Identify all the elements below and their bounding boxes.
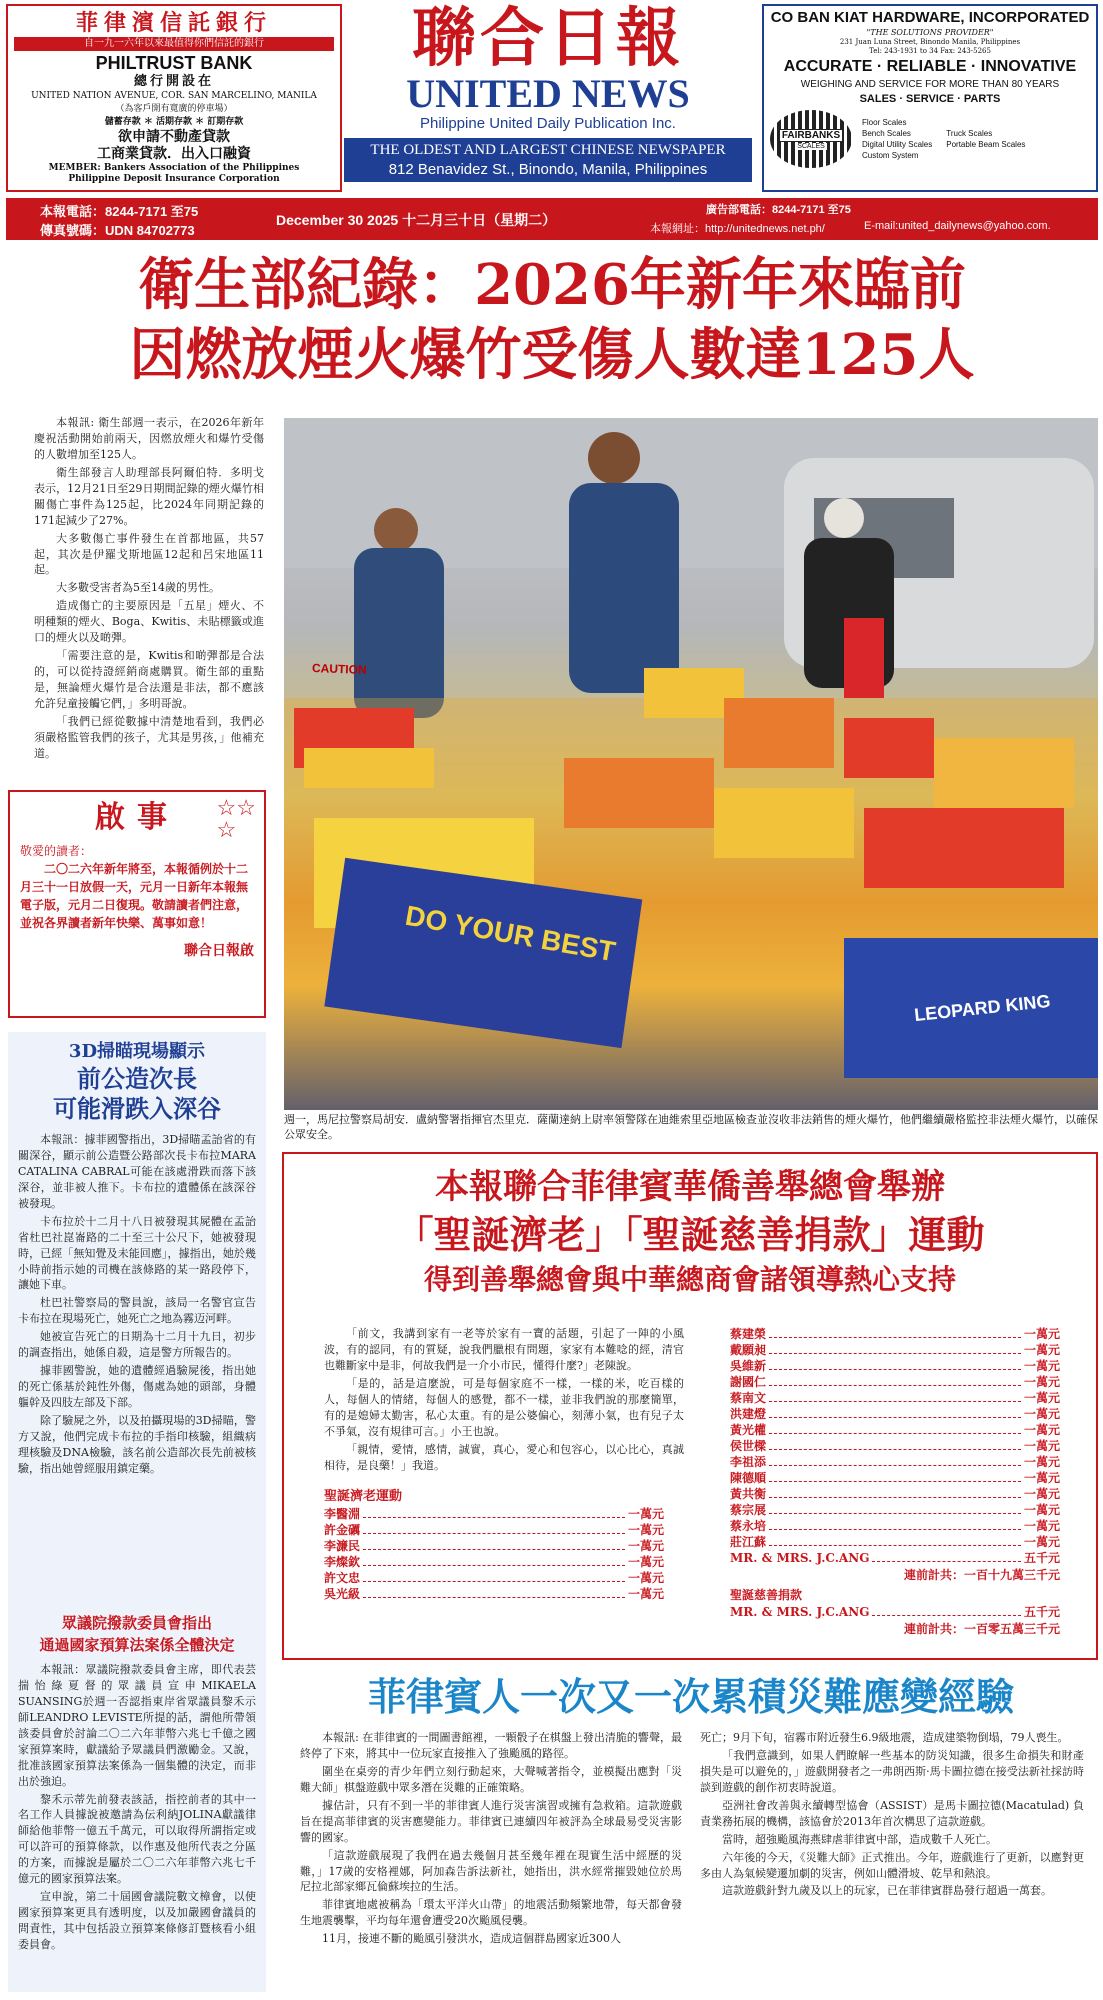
bottom-paragraph: 這款遊戲針對九歲及以上的玩家，已在菲律賓群島發行超過一萬套。: [722, 1884, 1052, 1898]
donor-name: 侯世樑: [730, 1439, 767, 1453]
side2-title-1: 眾議院撥款委員會指出: [61, 1614, 212, 1632]
donor-row: [730, 1438, 1060, 1454]
bank-services: 儲蓄存款 ＊ 活期存款 ＊ 訂期存款: [104, 117, 244, 127]
bank-member-2: Philippine Deposit Insurance Corporation: [68, 174, 280, 184]
donor-name: 李祖添: [730, 1455, 767, 1469]
hardware-tel: Tel: 243-1931 to 34 Fax: 243-5265: [869, 47, 991, 55]
donor-amount: 一萬元: [1023, 1471, 1060, 1485]
hardware-items-left: [862, 117, 932, 161]
bottom-paragraph: 圍坐在桌旁的青少年們立刻行動起來，大聲喊著指令，並模擬出應對「災難大師」棋盤遊戲中眾多潛在災難的正確策略。: [300, 1764, 682, 1794]
donor-name: 吳光級: [324, 1587, 361, 1601]
side-title-1: 前公造次長: [77, 1064, 197, 1093]
photo-box-text-1: CAUTION: [311, 661, 367, 677]
bank-loans-1: 欲申請不動產貸款: [118, 129, 230, 145]
bottom-paragraph: 當時，超強颱風海燕肆虐菲律賓中部，造成數千人死亡。: [722, 1832, 997, 1846]
info-bar: [6, 198, 1098, 240]
bank-member: MEMBER: Bankers Association of the Philippines: [48, 163, 300, 173]
donor-name: MR. & MRS. J.C.ANG: [730, 1605, 870, 1619]
donor-name: 許金礪: [324, 1523, 361, 1537]
headline-line-1: 衛生部紀錄：2026年新年來臨前: [138, 252, 966, 318]
donor-row: [730, 1390, 1060, 1406]
paper-logo: [344, 1, 752, 192]
donor-row: [730, 1406, 1060, 1422]
side-paragraph: 杜巴社警察局的警員說，該局一名警官宣告卡布拉在現場死亡，她死亡之地為霧迈河畔。: [18, 1296, 256, 1326]
side2-paragraph: 本報訊：眾議院撥款委員會主席，即代表芸揣怡綠夏督的眾議員宣申MIKAELA SUANSING於週一否認指東岸省眾議員黎禾示師LEANDRO LEVISTE所提的話，謂他所帶領該委員會於討論二〇二六年菲幣六兆七千億之國家預算案時，獻議給予眾議員們激勵金。又說，批准該國家預算法案係為一個集體的決定，而非出於強迫。: [18, 1663, 256, 1788]
donor-amount: 一萬元: [627, 1507, 664, 1521]
bank-address: UNITED NATION AVENUE, COR. SAN MARCELINO, MANILA: [31, 91, 317, 101]
fairbanks-logo: [770, 110, 852, 168]
hardware-item: Bench Scales: [862, 129, 911, 138]
donor-name: 蔡南文: [730, 1391, 767, 1405]
hardware-address: 231 Juan Luna Street, Binondo Manila, Philippines: [839, 38, 1021, 46]
hardware-name: CO BAN KIAT HARDWARE, INCORPORATED: [770, 9, 1090, 26]
charity-story: [324, 1326, 684, 1486]
hardware-item: Portable Beam Scales: [946, 140, 1026, 149]
donor-amount: 一萬元: [1023, 1359, 1060, 1373]
bank-name-en: PHILTRUST BANK: [95, 53, 253, 73]
donor-amount: 一萬元: [627, 1555, 664, 1569]
donor-name: 吳維新: [730, 1359, 767, 1373]
donor-name: 莊江蘇: [730, 1535, 767, 1549]
donor-amount: 一萬元: [1023, 1407, 1060, 1421]
donor-row: [324, 1586, 664, 1602]
donor-row: [730, 1486, 1060, 1502]
side2-title-2: 通過國家預算法案係全體決定: [39, 1636, 235, 1654]
charity-box: [282, 1152, 1098, 1660]
donor-row: [730, 1454, 1060, 1470]
donor-row: [324, 1522, 664, 1538]
donor-amount: 一萬元: [1023, 1535, 1060, 1549]
hardware-item: Truck Scales: [946, 129, 993, 138]
donor-name: 蔡宗展: [730, 1503, 767, 1517]
donor-amount: 一萬元: [1023, 1503, 1060, 1517]
donor-name: 蔡永培: [730, 1519, 767, 1533]
hardware-bottom: [770, 110, 1090, 168]
charity-paragraph: 「前文，我講到家有一老等於家有一寶的話題，引起了一陣的小風波，有的認同，有的質疑，說我們臘根有問題，家家有本難唸的經，清官也難斷家中是非，何故我們是一介小市民，懂得什麼?」老陳說。: [324, 1327, 684, 1372]
bottom-paragraph: 死亡；9月下旬，宿霧市附近發生6.9級地震，造成建築物倒塌，79人喪生。: [700, 1731, 1069, 1744]
paper-sub: Philippine United Daily Publication Inc.: [420, 115, 676, 132]
bottom-paragraph: 11月，接連不斷的颱風引發洪水，造成這個群島國家近300人: [322, 1932, 621, 1946]
paper-slogan-bar: [344, 138, 752, 182]
donor-row: [730, 1604, 1060, 1620]
info-phone: 本報電話：8244-7171 至75: [40, 204, 199, 219]
paper-name-cn: 聯合日報: [412, 1, 684, 76]
bank-branch: 總行開設在: [133, 74, 214, 89]
info-website[interactable]: 本報網址：http://unitednews.net.ph/: [650, 223, 825, 235]
donor-amount: 一萬元: [1023, 1519, 1060, 1533]
charity-title-3: 得到善舉總會與中華總商會諸領導熱心支持: [423, 1263, 956, 1296]
donor-amount: 一萬元: [1023, 1423, 1060, 1437]
donor-amount: 一萬元: [1023, 1455, 1060, 1469]
paper-address: 812 Benavidez St., Binondo, Manila, Philippines: [388, 161, 708, 178]
bottom-paragraph: 本報訊: 在菲律賓的一間圖書館裡，一顆骰子在棋盤上發出清脆的響聲，最終停了下來，將其中一位玩家直接推入了強颱風的路徑。: [300, 1731, 682, 1760]
donor-amount: 五千元: [1023, 1551, 1060, 1565]
donor-row: [730, 1534, 1060, 1550]
info-fax: 傳真號碼：UDN 84702773: [40, 223, 195, 238]
charity-list-1-title: 聖誕濟老運動: [324, 1489, 403, 1504]
side2-body: [18, 1662, 256, 2000]
donor-row: [730, 1374, 1060, 1390]
notice-box: [8, 790, 266, 1018]
bottom-article-col-1: [300, 1730, 682, 1992]
donor-row: [730, 1422, 1060, 1438]
lead-paragraph: 「需要注意的是，Kwitis和啲彈都是合法的，可以從持證經銷商處購買。衛生部的重點是，無論煙火爆竹是合法還是非法，都不應該允許兒童接觸它們，」多明哥說。: [34, 649, 264, 710]
side-article: [8, 1032, 266, 1992]
side2-paragraph: 黎禾示蒂先前發表該話，指控前者的其中一名工作人員據說被邀請為伝利納JOLINA獻議律師給他菲幣一億五千萬元，可以取得所謂指定或可以許可的預算條款，以作惠及他所代表之分區的方案，而據說是屬於二〇二六年菲幣六兆七千億元的國家預算法案。: [18, 1792, 256, 1886]
photo-box-text-2: DO YOUR BEST: [403, 899, 618, 968]
donor-name: 李醫淵: [324, 1507, 361, 1521]
bottom-paragraph: 亞洲社會改善與永續轉型協會（ASSIST）是馬卡圖拉德(Macatulad) 負責業務拓展的機構，該協會於2013年首次構思了這款遊戲。: [700, 1798, 1084, 1828]
side-kicker: 3D掃瞄現場顯示: [68, 1041, 206, 1062]
hardware-item: Custom System: [862, 151, 919, 160]
hardware-values: ACCURATE · RELIABLE · INNOVATIVE: [783, 58, 1077, 75]
charity-total-2: 連前計共：一百零五萬三千元: [903, 1622, 1060, 1636]
fairbanks-brand-sub: SCALES: [797, 142, 825, 150]
hardware-weighing: WEIGHING AND SERVICE FOR MORE THAN 80 YEARS: [800, 79, 1060, 90]
bottom-article-col-2: [700, 1730, 1084, 1992]
bank-ad: [6, 4, 342, 192]
donor-amount: 一萬元: [627, 1539, 664, 1553]
donor-amount: 一萬元: [1023, 1487, 1060, 1501]
lead-paragraph: 衛生部發言人助理部長阿爾伯特．多明戈表示，12月21日至29日期間記錄的煙火爆竹相關傷亡事件為125起，比2024年同期記錄的171起減少了27%。: [34, 465, 264, 527]
side-paragraph: 據菲國警說，她的遺體經過驗屍後，指出她的死亡係基於鈍性外傷，傷處為她的頭部，身體軀幹及四肢左部及下部。: [18, 1364, 256, 1409]
donor-name: 黃共衡: [730, 1487, 767, 1501]
donor-row: [730, 1502, 1060, 1518]
bank-note: （為客戶開有寬廣的停車場）: [115, 104, 233, 114]
donor-row: [730, 1342, 1060, 1358]
donor-amount: 一萬元: [1023, 1375, 1060, 1389]
donor-amount: 一萬元: [1023, 1439, 1060, 1453]
hardware-sales: SALES · SERVICE · PARTS: [859, 93, 1001, 105]
charity-list-1: [324, 1488, 664, 1602]
side-body: [18, 1132, 256, 1602]
donor-name: 許文忠: [324, 1571, 361, 1585]
side2-paragraph: 宣申說，第二十屆國會議院數文樟會，以使國家預算案更具有透明度，以及加嚴國會議員的問責性，其中包括設立預算案條修訂暨核看小組委員會。: [18, 1890, 256, 1951]
lead-article: [34, 415, 264, 785]
hardware-item: Digital Utility Scales: [862, 140, 933, 149]
charity-title-2: 「聖誕濟老」「聖誕慈善捐款」運動: [395, 1212, 985, 1257]
charity-total-1: 連前計共：一百十九萬三千元: [903, 1568, 1060, 1582]
lead-paragraph: 大多數受害者為5至14歲的男性。: [56, 581, 220, 595]
lead-paragraph: 造成傷亡的主要原因是「五星」煙火、不明種類的煙火、Boga、Kwitis、未貼標籤或進口的煙火以及啲彈。: [34, 599, 264, 645]
notice-title: 啟事: [95, 800, 179, 835]
bank-since: 自一九一六年以來最值得你們信託的銀行: [14, 37, 334, 51]
news-photo: [284, 418, 1098, 1110]
lead-paragraph: 本報訊: 衛生部週一表示，在2026年新年慶祝活動開始前兩天，因燃放煙火和爆竹受傷的人數增加至125人。: [34, 416, 264, 461]
donor-name: 李濂民: [324, 1539, 361, 1553]
info-date: December 30 2025 十二月三十日（星期二）: [276, 212, 557, 228]
paper-name-en: UNITED NEWS: [406, 71, 690, 116]
bottom-paragraph: 菲律賓地處被稱為「環太平洋火山帶」的地震活動頻繁地帶，每天都會發生地震襲擊，平均每年還會遭受20次颱風侵襲。: [300, 1898, 682, 1928]
headline-line-2: 因燃放煙火爆竹受傷人數達125人: [129, 322, 975, 388]
bank-name-cn: 菲律濱信託銀行: [75, 10, 272, 36]
donor-name: 蔡建榮: [730, 1327, 767, 1341]
main-headline: [6, 250, 1098, 390]
hardware-tagline: "THE SOLUTIONS PROVIDER": [866, 28, 994, 37]
bank-loans-2: 工商業貸款．出入口融資: [97, 146, 251, 162]
info-ad-phone: 廣告部電話：8244-7171 至75: [706, 204, 851, 216]
photo-caption: 週一，馬尼拉警察局胡安．盧納警署指揮官杰里克．薩蘭達納上尉率領警隊在迪維索里亞地區檢查並沒收非法銷售的煙火爆竹，他們繼續嚴格監控非法煙火爆竹，以確保公眾安全。: [284, 1113, 1098, 1141]
donor-amount: 一萬元: [1023, 1327, 1060, 1341]
fairbanks-brand: FAIRBANKS: [779, 129, 843, 142]
donor-name: 陳德順: [730, 1471, 767, 1485]
side-paragraph: 卡布拉於十二月十八日被發現其屍體在孟詒省杜巴社崑崙路的二十至三十公尺下，她被發現時，已經「無知覺及未能回應」，據指出，她於幾小時前指示她的司機在該條路的某一路段停下，讓她下車。: [18, 1214, 256, 1292]
paper-slogan: THE OLDEST AND LARGEST CHINESE NEWSPAPER: [370, 142, 726, 158]
donor-name: MR. & MRS. J.C.ANG: [730, 1551, 870, 1565]
bottom-paragraph: 據估計，只有不到一半的菲律賓人進行災害演習或擁有急救箱。這款遊戲旨在提高菲律賓的災害應變能力。菲律賓已連續四年被評為全球最易受災害影響的國家。: [300, 1798, 682, 1844]
side-paragraph: 除了驗屍之外，以及拍攝現場的3D掃瞄，警方又說，他們完成卡布拉的手指印核驗，組織病理核驗及DNA檢驗，該名前公造部次長先前被核驗，指出她曾經服用鎮定藥。: [18, 1413, 256, 1475]
hardware-items-right: [946, 128, 1025, 150]
notice-stars-icon: ☆☆ ☆: [216, 796, 256, 843]
donor-row: [730, 1518, 1060, 1534]
photo-box-text-3: LEOPARD KING: [913, 990, 1052, 1026]
donor-amount: 一萬元: [1023, 1391, 1060, 1405]
donor-amount: 一萬元: [1023, 1343, 1060, 1357]
hardware-item: Floor Scales: [862, 118, 907, 127]
charity-list-3-title: 聖誕慈善捐款: [730, 1588, 803, 1602]
lead-paragraph: 「我們已經從數據中清楚地看到，我們必須嚴格監管我們的孩子，尤其是男孩，」他補充道。: [34, 714, 264, 760]
donor-amount: 一萬元: [627, 1587, 664, 1601]
bottom-paragraph: 「我們意識到，如果人們瞭解一些基本的防災知識，很多生命損失和財產損失是可以避免的，」遊戲開發者之一弗朗西斯·馬卡圖拉德在接受法新社採訪時談到遊戲的創作初衷時說道。: [700, 1748, 1084, 1794]
donor-row: [324, 1538, 664, 1554]
notice-signature: 聯合日報啟: [184, 943, 254, 959]
notice-greeting: 敬愛的讀者：: [20, 844, 93, 858]
donor-name: 謝國仁: [730, 1375, 767, 1389]
bottom-headline: 菲律賓人一次又一次累積災難應變經驗: [367, 1674, 1014, 1719]
notice-body: 二〇二六年新年將至，本報循例於十二月三十一日放假一天，元月一日新年本報無電子版，元月二日復現。敬請讀者們注意，並祝各界讀者新年快樂、萬事如意！: [20, 862, 249, 930]
bottom-paragraph: 「這款遊戲展現了我們在過去幾個月甚至幾年裡在現實生活中經歷的災難，」17歲的安格裡娜，阿加森告訴法新社，她指出，洪水經常摧毀她位於馬尼拉北部家鄉瓦倫蘇埃拉的生活。: [300, 1848, 682, 1894]
charity-list-2: [730, 1326, 1060, 1638]
charity-title-1: 本報聯合菲律賓華僑善舉總會舉辦: [435, 1167, 945, 1207]
donor-row: [324, 1506, 664, 1522]
donor-amount: 一萬元: [627, 1523, 664, 1537]
side-title-2: 可能滑跌入深谷: [53, 1094, 221, 1123]
donor-row: [730, 1550, 1060, 1566]
bottom-paragraph: 六年後的今天，《災難大師》正式推出。今年，遊戲進行了更新，以應對更多由人為氣候變遷加劇的災害，例如山體滑坡、乾旱和熱浪。: [700, 1850, 1084, 1880]
hardware-ad: [762, 4, 1098, 192]
donor-row: [324, 1554, 664, 1570]
donor-row: [730, 1326, 1060, 1342]
donor-name: 戴願昶: [730, 1343, 767, 1357]
donor-name: 洪建燈: [730, 1407, 767, 1421]
donor-amount: 一萬元: [627, 1571, 664, 1585]
donor-row: [324, 1570, 664, 1586]
charity-paragraph: 「是的，話是這麼說，可是每個家庭不一樣，一樣的米，吃百樣的人，每個人的情緒，每個人的感覺，都不一樣，並非我們說的那麼簡單，有的是媳婦太勤害，私心太重。有的是公婆偏心，刻薄小氣，也有兒子太不爭氣，沒有規律可言。」小王也說。: [324, 1376, 684, 1438]
lead-paragraph: 大多數傷亡事件發生在首都地區，共57起，其次是伊羅戈斯地區12起和呂宋地區11起。: [34, 531, 264, 577]
donor-name: 李燦欽: [324, 1555, 361, 1569]
info-email[interactable]: E-mail:united_dailynews@yahoo.com.: [864, 220, 1051, 232]
charity-paragraph: 「親情，愛情，感情，誠實，真心，愛心和包容心，以心比心，真誠相待，是良藥！」我道。: [324, 1442, 684, 1472]
side-paragraph: 本報訊：據菲國警指出，3D掃瞄孟詒省的有關深谷，顯示前公造暨公路部次長卡布拉MARA CATALINA CABRAL可能在該處滑跌而落下該深谷，並非被人推下。卡布拉的遺體係在該深谷被發現。: [18, 1133, 256, 1210]
donor-amount: 五千元: [1023, 1605, 1060, 1619]
donor-row: [730, 1358, 1060, 1374]
donor-name: 黃光權: [730, 1423, 767, 1437]
side-paragraph: 她被宣告死亡的日期為十二月十九日，初步的調查指出，她係自殺，這是警方所報告的。: [18, 1330, 256, 1360]
donor-row: [730, 1470, 1060, 1486]
